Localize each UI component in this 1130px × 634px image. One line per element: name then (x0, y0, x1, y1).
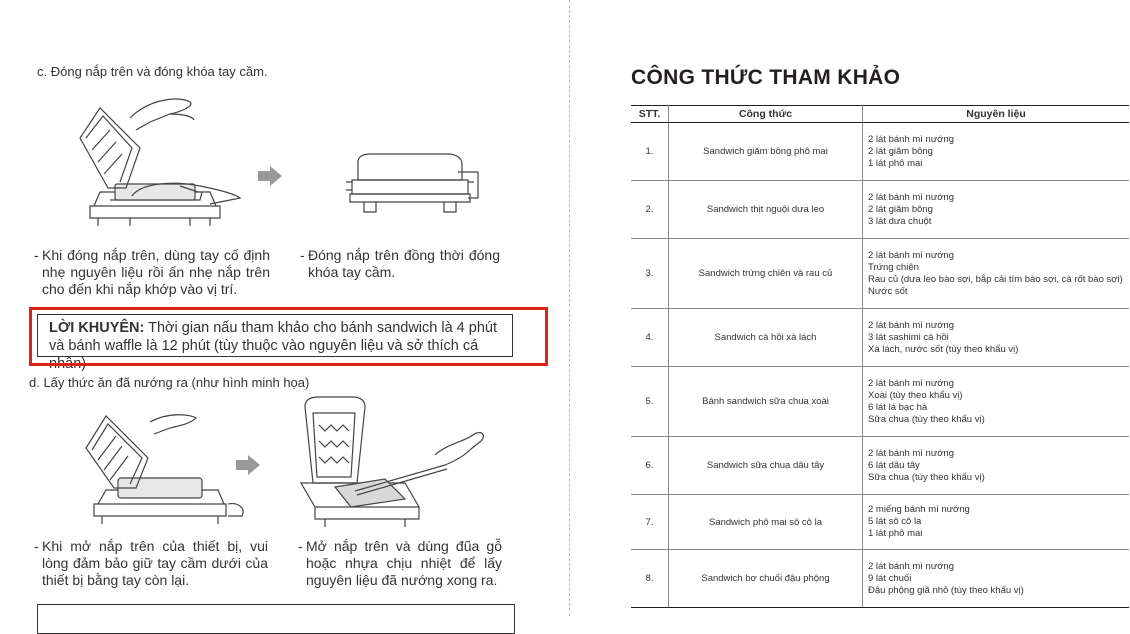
table-row (631, 437, 1129, 495)
step-d-title: d. Lấy thức ăn đã nướng ra (như hình minh họa) (29, 375, 310, 390)
table-row (631, 239, 1129, 309)
table-row (631, 309, 1129, 367)
recipe-name: Sandwich cá hồi xà lách (669, 309, 863, 367)
left-page (0, 0, 560, 616)
ingredient-line: 9 lát chuối (868, 572, 912, 584)
ingredient-line: 2 lát bánh mì nướng (868, 560, 955, 572)
ingredient-line: 2 lát giăm bông (868, 203, 933, 215)
step-d-caption-right: - Mở nắp trên và dùng đũa gỗ hoặc nhựa chịu nhiệt để lấy nguyên liệu đã nướng xong ra. (298, 538, 502, 588)
step-d-caption-left: - Khi mở nắp trên của thiết bị, vui lòng đảm bảo giữ tay cầm dưới của thiết bị bằng tay còn lại. (34, 538, 268, 588)
recipe-ingredients (863, 309, 1130, 367)
ingredient-line: 3 lát sashimi cá hồi (868, 331, 949, 343)
closed-sandwich-maker-illustration (340, 150, 480, 225)
table-row (631, 550, 1129, 608)
recipe-ingredients (863, 123, 1130, 181)
ingredient-line: 2 lát bánh mì nướng (868, 377, 955, 389)
ingredient-line: Xà lách, nước sốt (tùy theo khẩu vị) (868, 343, 1019, 355)
ingredient-line: Sữa chua (tùy theo khẩu vị) (868, 471, 985, 483)
recipe-number: 3. (631, 239, 669, 309)
recipe-number: 6. (631, 437, 669, 495)
table-header-row (631, 106, 1129, 123)
recipe-number: 2. (631, 181, 669, 239)
recipe-ingredients (863, 550, 1130, 608)
ingredient-line: 2 lát bánh mì nướng (868, 249, 955, 261)
recipe-number: 7. (631, 495, 669, 550)
ingredient-line: 5 lát sô cô la (868, 516, 922, 527)
recipe-ingredients (863, 181, 1130, 239)
highlight-frame (29, 307, 548, 366)
removing-food-illustration (295, 395, 490, 535)
table-row (631, 367, 1129, 437)
ingredient-line: 2 lát bánh mì nướng (868, 447, 955, 459)
ingredient-line: 1 lát phô mai (868, 528, 923, 539)
right-page (580, 0, 1130, 616)
recipe-ingredients (863, 239, 1130, 309)
ingredient-line: 6 lát lá bạc hà (868, 401, 928, 413)
recipe-name: Sandwich phô mai sô cô la (669, 495, 863, 550)
ingredient-line: 1 lát phô mai (868, 157, 923, 169)
closing-lid-illustration (70, 88, 255, 233)
step-c-caption-right-text: Đóng nắp trên đồng thời đóng khóa tay cầm. (308, 247, 500, 280)
header-recipe: Công thức (669, 106, 863, 123)
ingredient-line: Nước sốt (868, 285, 908, 297)
bottom-note-box (37, 604, 515, 634)
recipe-name: Sandwich thịt nguội dưa leo (669, 181, 863, 239)
recipes-table (631, 105, 1129, 608)
step-c-title: c. Đóng nắp trên và đóng khóa tay cầm. (37, 64, 268, 79)
recipe-number: 8. (631, 550, 669, 608)
recipe-number: 4. (631, 309, 669, 367)
tip-text: Thời gian nấu tham khảo cho bánh sandwich là 4 phút và bánh waffle là 12 phút (tùy thuộc vào nguyên liệu và sở thích cá nhân) (49, 320, 497, 372)
table-row (631, 181, 1129, 239)
recipes-table-body (631, 123, 1129, 608)
table-row (631, 123, 1129, 181)
ingredient-line: Đậu phộng giã nhỏ (tùy theo khẩu vị) (868, 584, 1024, 596)
step-c-caption-right: - Đóng nắp trên đồng thời đóng khóa tay cầm. (300, 247, 500, 280)
ingredient-line: 2 lát bánh mì nướng (868, 133, 955, 145)
recipe-name: Sandwich giăm bông phô mai (669, 123, 863, 181)
step-c-caption-left: - Khi đóng nắp trên, dùng tay cố định nhẹ nguyên liệu rồi ấn nhẹ nắp trên cho đến khi nắp khớp vào vị trí. (34, 247, 270, 297)
ingredient-line: Trứng chiên (868, 261, 919, 273)
ingredient-line: 6 lát dâu tây (868, 459, 920, 471)
ingredient-line: 3 lát dưa chuột (868, 215, 932, 227)
step-d-caption-right-text: Mở nắp trên và dùng đũa gỗ hoặc nhựa chịu nhiệt để lấy nguyên liệu đã nướng xong ra. (306, 538, 502, 588)
recipe-number: 5. (631, 367, 669, 437)
header-stt: STT. (631, 106, 669, 123)
recipe-ingredients (863, 437, 1130, 495)
opening-lid-illustration (78, 408, 258, 533)
ingredient-line: 2 lát giăm bông (868, 145, 933, 157)
recipe-name: Sandwich trứng chiên và rau củ (669, 239, 863, 309)
arrow-right-icon (258, 166, 284, 186)
step-c-caption-left-text: Khi đóng nắp trên, dùng tay cố định nhẹ nguyên liệu rồi ấn nhẹ nắp trên cho đến khi nắp khớp vào vị trí. (42, 247, 270, 297)
step-d-caption-left-text: Khi mở nắp trên của thiết bị, vui lòng đảm bảo giữ tay cầm dưới của thiết bị bằng tay còn lại. (42, 538, 268, 588)
ingredient-line: 2 miếng bánh mì nướng (868, 504, 970, 515)
ingredient-line: 2 lát bánh mì nướng (868, 319, 955, 331)
header-ingredients: Nguyên liệu (863, 106, 1130, 123)
arrow-right-icon (236, 455, 262, 475)
recipe-name: Sandwich sữa chua dâu tây (669, 437, 863, 495)
recipe-ingredients (863, 495, 1130, 550)
page-divider (569, 0, 570, 616)
ingredient-line: 2 lát bánh mì nướng (868, 191, 955, 203)
ingredient-line: Sữa chua (tùy theo khẩu vị) (868, 413, 985, 425)
recipes-heading: CÔNG THỨC THAM KHẢO (631, 66, 901, 89)
tip-label: LỜI KHUYÊN: (49, 320, 145, 336)
ingredient-line: Rau củ (dưa leo bào sợi, bắp cải tím bào sợi, cà rốt bào sợi) (868, 273, 1123, 285)
table-row (631, 495, 1129, 550)
recipe-name: Sandwich bơ chuối đậu phộng (669, 550, 863, 608)
recipe-ingredients (863, 367, 1130, 437)
recipe-name: Bánh sandwich sữa chua xoài (669, 367, 863, 437)
ingredient-line: Xoài (tùy theo khẩu vị) (868, 389, 963, 401)
recipe-number: 1. (631, 123, 669, 181)
